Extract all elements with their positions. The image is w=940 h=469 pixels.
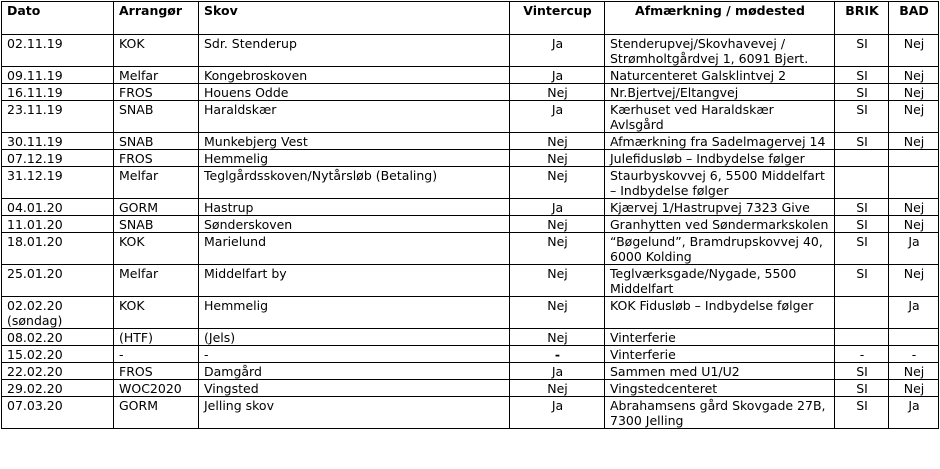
cell-vintercup: Nej <box>510 133 605 150</box>
cell-afmaerkning: Abrahamsens gård Skovgade 27B, 7300 Jelling <box>605 397 835 429</box>
cell-skov: Houens Odde <box>199 84 510 101</box>
cell-vintercup: Ja <box>510 363 605 380</box>
cell-afmaerkning: KOK Fidusløb – Indbydelse følger <box>605 297 835 329</box>
cell-dato: 23.11.19 <box>2 101 114 133</box>
cell-skov: Munkebjerg Vest <box>199 133 510 150</box>
cell-brik: SI <box>835 265 889 297</box>
cell-vintercup: Nej <box>510 329 605 346</box>
cell-dato: 09.11.19 <box>2 67 114 84</box>
col-header-brik: BRIK <box>835 2 889 35</box>
cell-dato: 07.12.19 <box>2 150 114 167</box>
col-header-afmaerkning: Afmærkning / mødested <box>605 2 835 35</box>
cell-afmaerkning: Julefidusløb – Indbydelse følger <box>605 150 835 167</box>
cell-dato: 15.02.20 <box>2 346 114 363</box>
cell-vintercup: Nej <box>510 233 605 265</box>
cell-brik: SI <box>835 84 889 101</box>
cell-bad: Nej <box>889 199 939 216</box>
cell-arrangor: KOK <box>114 297 199 329</box>
cell-arrangor: SNAB <box>114 133 199 150</box>
cell-vintercup: Nej <box>510 265 605 297</box>
cell-brik: SI <box>835 35 889 67</box>
cell-afmaerkning: Granhytten ved Søndermarkskolen <box>605 216 835 233</box>
cell-skov: Sønderskoven <box>199 216 510 233</box>
cell-afmaerkning: Staurbyskovvej 6, 5500 Middelfart – Indbydelse følger <box>605 167 835 199</box>
cell-vintercup: Nej <box>510 167 605 199</box>
cell-vintercup: Nej <box>510 297 605 329</box>
col-header-dato: Dato <box>2 2 114 35</box>
cell-brik: SI <box>835 67 889 84</box>
cell-afmaerkning: Nr.Bjertvej/Eltangvej <box>605 84 835 101</box>
cell-dato: 25.01.20 <box>2 265 114 297</box>
cell-skov: Vingsted <box>199 380 510 397</box>
table-row <box>2 150 939 167</box>
table-row <box>2 363 939 380</box>
cell-dato: 11.01.20 <box>2 216 114 233</box>
table-row <box>2 199 939 216</box>
table-row <box>2 167 939 199</box>
col-header-bad: BAD <box>889 2 939 35</box>
cell-dato: 04.01.20 <box>2 199 114 216</box>
cell-brik: SI <box>835 233 889 265</box>
cell-brik: SI <box>835 133 889 150</box>
cell-arrangor: - <box>114 346 199 363</box>
cell-brik <box>835 297 889 329</box>
cell-dato: 31.12.19 <box>2 167 114 199</box>
table-row <box>2 67 939 84</box>
cell-bad: Nej <box>889 380 939 397</box>
cell-skov: Hastrup <box>199 199 510 216</box>
cell-arrangor: KOK <box>114 233 199 265</box>
cell-dato: 16.11.19 <box>2 84 114 101</box>
cell-dato: 07.03.20 <box>2 397 114 429</box>
table-row <box>2 297 939 329</box>
cell-bad: Ja <box>889 233 939 265</box>
table-row <box>2 380 939 397</box>
cell-bad: Nej <box>889 265 939 297</box>
cell-afmaerkning: Kærhuset ved Haraldskær Avlsgård <box>605 101 835 133</box>
cell-dato: 29.02.20 <box>2 380 114 397</box>
cell-skov: Sdr. Stenderup <box>199 35 510 67</box>
cell-bad: Nej <box>889 133 939 150</box>
cell-bad: Nej <box>889 35 939 67</box>
cell-dato: 18.01.20 <box>2 233 114 265</box>
cell-skov: Teglgårdsskoven/Nytårsløb (Betaling) <box>199 167 510 199</box>
cell-vintercup: Nej <box>510 150 605 167</box>
cell-skov: Haraldskær <box>199 101 510 133</box>
table-row <box>2 133 939 150</box>
cell-brik: - <box>835 346 889 363</box>
cell-skov: Kongebroskoven <box>199 67 510 84</box>
cell-skov: - <box>199 346 510 363</box>
cell-arrangor: WOC2020 <box>114 380 199 397</box>
cell-arrangor: Melfar <box>114 167 199 199</box>
cell-vintercup: Nej <box>510 380 605 397</box>
cell-brik: SI <box>835 363 889 380</box>
cell-skov: Hemmelig <box>199 150 510 167</box>
cell-skov: (Jels) <box>199 329 510 346</box>
cell-bad: Nej <box>889 67 939 84</box>
cell-skov: Damgård <box>199 363 510 380</box>
cell-afmaerkning: Sammen med U1/U2 <box>605 363 835 380</box>
cell-afmaerkning: Vinterferie <box>605 329 835 346</box>
cell-skov: Marielund <box>199 233 510 265</box>
cell-vintercup: Ja <box>510 101 605 133</box>
table-row <box>2 329 939 346</box>
table-row <box>2 35 939 67</box>
cell-skov: Middelfart by <box>199 265 510 297</box>
cell-dato: 22.02.20 <box>2 363 114 380</box>
table-row <box>2 397 939 429</box>
table-row <box>2 233 939 265</box>
cell-afmaerkning: Vingstedcenteret <box>605 380 835 397</box>
header-row <box>2 2 939 35</box>
cell-brik: SI <box>835 216 889 233</box>
cell-bad: - <box>889 346 939 363</box>
table-row <box>2 216 939 233</box>
cell-afmaerkning: “Bøgelund”, Bramdrupskovvej 40, 6000 Kolding <box>605 233 835 265</box>
cell-vintercup: Ja <box>510 35 605 67</box>
cell-afmaerkning: Stenderupvej/Skovhavevej / Strømholtgårdvej 1, 6091 Bjert. <box>605 35 835 67</box>
cell-afmaerkning: Vinterferie <box>605 346 835 363</box>
cell-arrangor: (HTF) <box>114 329 199 346</box>
table-row <box>2 101 939 133</box>
col-header-arrangor: Arrangør <box>114 2 199 35</box>
cell-bad <box>889 329 939 346</box>
cell-skov: Hemmelig <box>199 297 510 329</box>
cell-brik: SI <box>835 397 889 429</box>
col-header-skov: Skov <box>199 2 510 35</box>
cell-vintercup: Ja <box>510 199 605 216</box>
table-row <box>2 346 939 363</box>
cell-afmaerkning: Afmærkning fra Sadelmagervej 14 <box>605 133 835 150</box>
cell-bad: Nej <box>889 216 939 233</box>
cell-arrangor: FROS <box>114 84 199 101</box>
cell-bad: Ja <box>889 397 939 429</box>
cell-brik: SI <box>835 380 889 397</box>
cell-arrangor: FROS <box>114 150 199 167</box>
schedule-table <box>1 1 939 429</box>
cell-dato: 30.11.19 <box>2 133 114 150</box>
cell-arrangor: SNAB <box>114 216 199 233</box>
cell-bad: Nej <box>889 101 939 133</box>
cell-arrangor: SNAB <box>114 101 199 133</box>
cell-vintercup: Ja <box>510 67 605 84</box>
cell-dato: 02.02.20 (søndag) <box>2 297 114 329</box>
cell-afmaerkning: Naturcenteret Galsklintvej 2 <box>605 67 835 84</box>
cell-brik <box>835 329 889 346</box>
cell-arrangor: Melfar <box>114 265 199 297</box>
cell-bad: Ja <box>889 297 939 329</box>
cell-arrangor: Melfar <box>114 67 199 84</box>
cell-brik <box>835 167 889 199</box>
cell-dato: 08.02.20 <box>2 329 114 346</box>
cell-vintercup: Nej <box>510 84 605 101</box>
table-row <box>2 265 939 297</box>
table-row <box>2 84 939 101</box>
col-header-vintercup: Vintercup <box>510 2 605 35</box>
cell-vintercup: Nej <box>510 216 605 233</box>
cell-afmaerkning: Kjærvej 1/Hastrupvej 7323 Give <box>605 199 835 216</box>
cell-vintercup: - <box>510 346 605 363</box>
cell-vintercup: Ja <box>510 397 605 429</box>
cell-brik: SI <box>835 199 889 216</box>
cell-bad: Nej <box>889 363 939 380</box>
cell-bad: Nej <box>889 84 939 101</box>
cell-arrangor: GORM <box>114 397 199 429</box>
cell-bad <box>889 150 939 167</box>
cell-dato: 02.11.19 <box>2 35 114 67</box>
cell-brik <box>835 150 889 167</box>
cell-arrangor: FROS <box>114 363 199 380</box>
cell-afmaerkning: Teglværksgade/Nygade, 5500 Middelfart <box>605 265 835 297</box>
cell-bad <box>889 167 939 199</box>
cell-skov: Jelling skov <box>199 397 510 429</box>
cell-arrangor: GORM <box>114 199 199 216</box>
cell-arrangor: KOK <box>114 35 199 67</box>
cell-brik: SI <box>835 101 889 133</box>
